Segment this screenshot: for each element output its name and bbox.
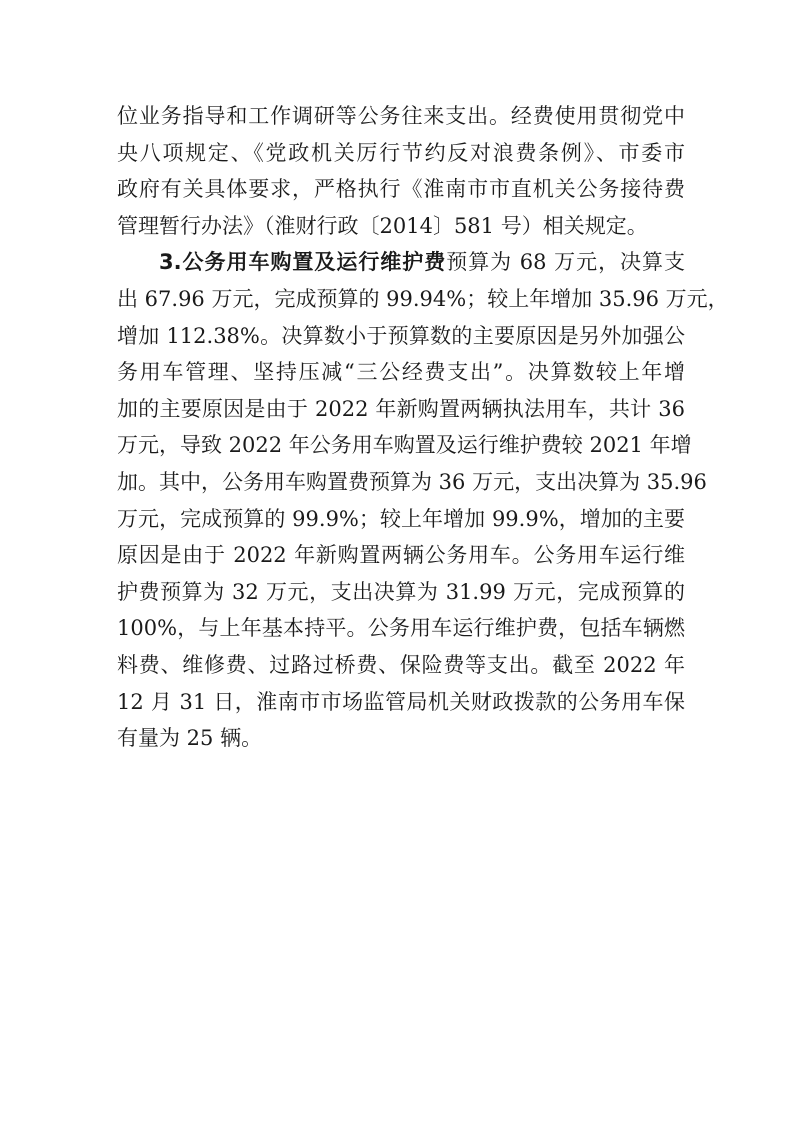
text-line: 加。其中，公务用车购置费预算为 36 万元，支出决算为 35.96 [117, 469, 707, 494]
text-line: 有量为 25 辆。 [117, 726, 263, 751]
paragraph-public-receptions-tail [117, 98, 685, 244]
text-line: 12 月 31 日，淮南市市场监管局机关财政拨款的公务用车保 [117, 689, 685, 714]
text-line: 万元，导致 2022 年公务用车购置及运行维护费较 2021 年增 [117, 433, 692, 458]
paragraph-vehicle-expenses [117, 244, 729, 756]
text-line: 政府有关具体要求，严格执行《淮南市市直机关公务接待费 [117, 177, 685, 202]
text-line [117, 244, 685, 281]
text-line: 出 67.96 万元，完成预算的 99.94%；较上年增加 35.96 万元， [117, 286, 729, 311]
text-line: 原因是由于 2022 年新购置两辆公务用车。公务用车运行维 [117, 543, 685, 568]
text-line: 100%，与上年基本持平。公务用车运行维护费，包括车辆燃 [117, 616, 685, 641]
text-line: 万元，完成预算的 99.9%；较上年增加 99.9%，增加的主要 [117, 506, 685, 531]
text-line: 管理暂行办法》（淮财行政〔2014〕581 号）相关规定。 [117, 213, 648, 238]
text-line: 加的主要原因是由于 2022 年新购置两辆执法用车，共计 36 [117, 396, 685, 421]
text-line: 增加 112.38%。决算数小于预算数的主要原因是另外加强公 [117, 323, 685, 348]
text-line: 护费预算为 32 万元，支出决算为 31.99 万元，完成预算的 [117, 579, 685, 604]
text-line: 位业务指导和工作调研等公务往来支出。经费使用贯彻党中 [117, 104, 685, 128]
body-text [117, 98, 729, 757]
heading-line-text: 预算为 68 万元，决算支 [446, 250, 685, 275]
section-heading: 3.公务用车购置及运行维护费 [159, 250, 447, 275]
text-line: 务用车管理、坚持压减“三公经费支出”。决算数较上年增 [117, 360, 685, 385]
text-line: 料费、维修费、过路过桥费、保险费等支出。截至 2022 年 [117, 652, 685, 677]
text-line: 央八项规定、《党政机关厉行节约反对浪费条例》、市委市 [117, 140, 685, 165]
